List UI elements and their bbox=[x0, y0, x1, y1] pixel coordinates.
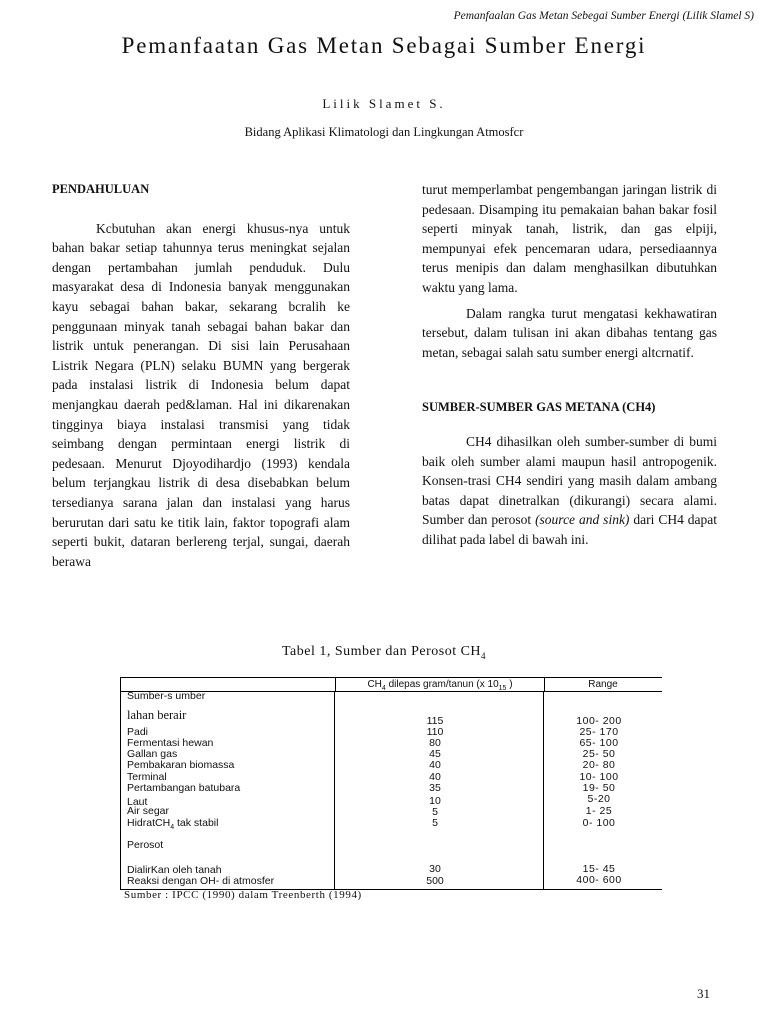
sink-row-range: 400- 600 bbox=[576, 874, 622, 886]
table-row-range: 20- 80 bbox=[582, 759, 616, 771]
row-wetland-value: 115 bbox=[426, 715, 444, 727]
table-row-range: 10- 100 bbox=[579, 771, 619, 783]
table-row-range: 25- 170 bbox=[579, 726, 619, 738]
table-row-range: 5-20 bbox=[587, 793, 611, 805]
paragraph-dalam-rangka: Dalam rangka turut mengatasi kekhawatiran tersebut, dalam tulisan ini akan dibahas tentang gas metan, sebagai salah satu sumber energi altcrnatif. bbox=[422, 305, 717, 360]
section-heading-sumber: SUMBER-SUMBER GAS METANA (CH4) bbox=[422, 400, 656, 415]
table-row-value: 10 bbox=[429, 795, 441, 807]
table-row-name: Fermentasi hewan bbox=[127, 737, 214, 749]
table-row-value: 40 bbox=[429, 771, 441, 783]
group-label-sinks: Perosot bbox=[127, 839, 164, 851]
running-head: Pemanfaalan Gas Metan Sebegai Sumber Energi (Lilik Slamel S) bbox=[453, 10, 754, 22]
sink-row-value: 500 bbox=[426, 875, 444, 887]
column-header-range: Range bbox=[588, 679, 618, 690]
table-row-name: Laut bbox=[127, 796, 148, 808]
intro-paragraph: Kcbutuhan akan energi khusus-nya untuk bahan bakar setiap tahunnya terus meningkat sejalan dengan pertambahan jumlah penduduk. Dulu masyarakat desa di Indonesia banyak menggunakan kayu sebagai bahan bakar, sekarang bcralih ke penggunaan minyak tanah sebagai bahan bakar dan listrik untuk penerangan. Di sisi lain Perusahaan Listrik Negara (PLN) selaku BUMN yang bergerak pada instalasi listrik di Indonesia belum dapat menjangkau daerah ped&laman. Hal ini dikarenakan tingginya biaya instalasi transmisi yang tidak seimbang dengan permintaan energi listrik di pedesaan. Menurut Djoyodihardjo (1993) kendala belum terjangkau listrik di desa disebabkan belum tersedianya sarana jalan dan instalasi yang harus berurutan dari satu ke titik lain, faktor topografi alam seperti bukit, dataran berlereng terjal, sungai, daerah berawa bbox=[52, 220, 350, 569]
affiliation: Bidang Aplikasi Klimatologi dan Lingkungan Atmosfcr bbox=[244, 125, 524, 139]
row-wetland-label: lahan berair bbox=[127, 708, 187, 722]
paper-title: Pemanfaatan Gas Metan Sebagai Sumber Energi bbox=[121, 33, 647, 58]
table-row-range: 19- 50 bbox=[582, 782, 616, 794]
section-heading-pendahuluan: PENDAHULUAN bbox=[52, 182, 150, 196]
table-row-range: 1- 25 bbox=[585, 805, 613, 817]
table-row-range: 0- 100 bbox=[582, 817, 616, 829]
table-source-note: Sumber : IPCC (1990) dalam Treenberth (1994) bbox=[124, 889, 362, 901]
table-row-name: Padi bbox=[127, 726, 149, 738]
sink-row-value: 30 bbox=[429, 863, 441, 875]
table-caption: Tabel 1, Sumber dan Perosot $CH_4$ bbox=[281, 644, 487, 661]
table-row-value: 80 bbox=[429, 737, 441, 749]
sink-row-name: DialirKan oleh tanah bbox=[127, 864, 222, 876]
sink-row-name: Reaksi dengan OH- di atmosfer bbox=[127, 875, 275, 887]
paragraph-ch4: CH4 dihasilkan oleh sumber-sumber di bumi baik oleh sumber alami maupun hasil antropogenik. Konsen-trasi CH4 sendiri yang masih dalam ambang batas dapat dinetralkan (dikurangi) secara alami. Sumber dan perosot (source and sink) dari CH4 dapat dilihat pada label di bawah ini. bbox=[422, 433, 717, 547]
data-table bbox=[120, 677, 662, 890]
page-number: 31 bbox=[697, 986, 710, 1001]
author: Lilik Slamet S. bbox=[322, 96, 446, 111]
table-row-value: 5 bbox=[432, 817, 438, 829]
table-row-range: 65- 100 bbox=[579, 737, 619, 749]
table-row-value: 40 bbox=[429, 759, 441, 771]
table-row-value: 35 bbox=[429, 782, 441, 794]
table-row-name: Air segar bbox=[127, 805, 170, 817]
table-row-name: HidratCH$_4$ tak stabil bbox=[127, 817, 219, 832]
table-row-value: 45 bbox=[429, 748, 441, 760]
group-label-sources: Sumber-s umber bbox=[127, 690, 206, 702]
left-column bbox=[52, 180, 350, 571]
table-row-name: Pertambangan batubara bbox=[127, 782, 241, 794]
table-row-name: Pembakaran biomassa bbox=[127, 759, 235, 771]
row-wetland-range: 100- 200 bbox=[576, 715, 622, 727]
column-header-emission: $CH_4$ dilepas gram/tanun (x $10_{15}$ ) bbox=[335, 678, 545, 691]
sink-row-range: 15- 45 bbox=[582, 863, 616, 875]
table-row-value: 110 bbox=[426, 726, 444, 738]
right-column bbox=[422, 180, 717, 550]
table-row-range: 25- 50 bbox=[582, 748, 616, 760]
table-row-value: 5 bbox=[432, 806, 438, 818]
paragraph-continuation: turut memperlambat pengembangan jaringan listrik di pedesaan. Disamping itu pemakaian bahan bakar fosil seperti minyak tanah, listrik, dan gas elpiji, mempunyai efek pencemaran udara, persediaannya terus menipis dan dalam menghasilkan dibutuhkan waktu yang lama. bbox=[422, 182, 717, 295]
table-row-name: Terminal bbox=[127, 771, 167, 783]
table-row-name: Gallan gas bbox=[127, 748, 178, 760]
